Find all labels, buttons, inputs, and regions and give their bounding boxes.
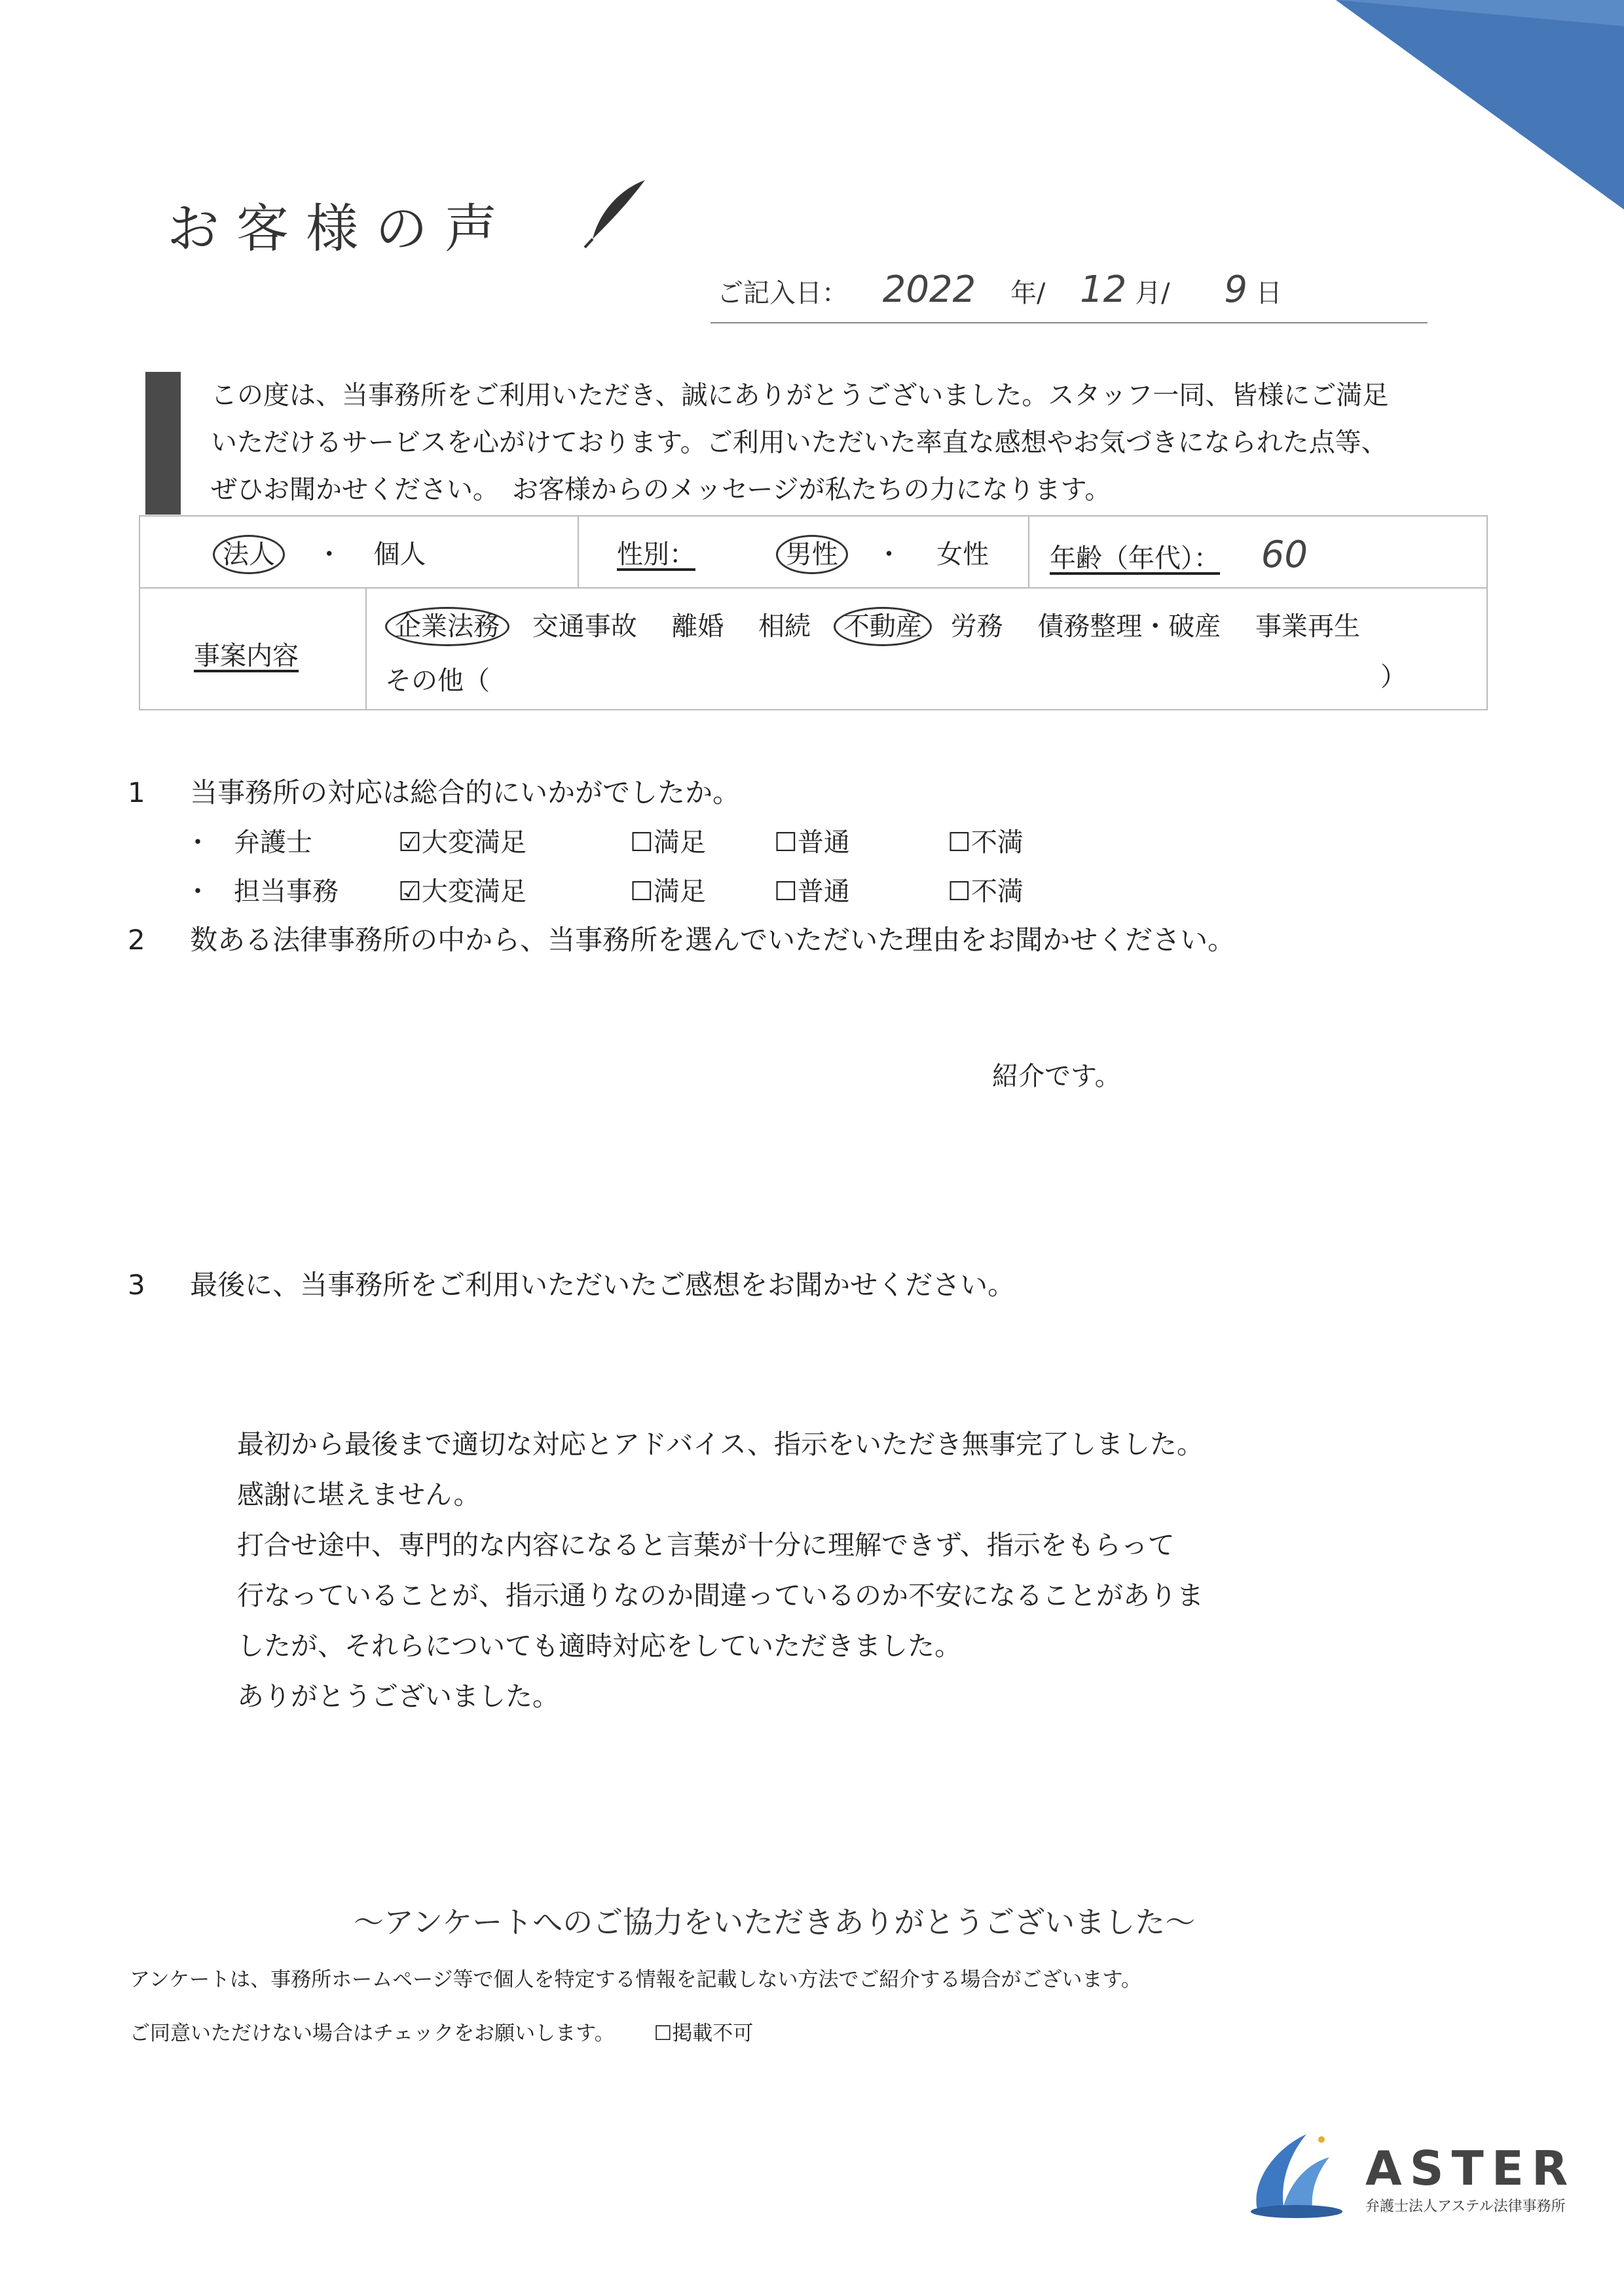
info-divider <box>578 515 579 587</box>
separator: ・ <box>316 539 342 570</box>
case-business-rehab[interactable]: 事業再生 <box>1255 611 1361 642</box>
age-value: 60 <box>1261 534 1308 576</box>
quill-icon <box>580 177 652 249</box>
intro-line: ぜひお聞かせください。 お客様からのメッセージが私たちの力になります。 <box>211 475 1111 505</box>
option-corporation[interactable]: 法人 <box>213 535 285 574</box>
case-options <box>385 606 1360 643</box>
gender-label: 性別： <box>617 539 695 570</box>
case-debt-bankruptcy[interactable]: 債務整理・破産 <box>1037 611 1221 642</box>
logo-subtitle: 弁護士法人アステル法律事務所 <box>1365 2198 1566 2215</box>
thanks-message: ～アンケートへのご協力をいただきありがとうございました～ <box>354 1904 1196 1940</box>
intro-line: いただけるサービスを心がけております。ご利用いただいた率直な感想やお気づきになられた点等、 <box>211 428 1388 458</box>
q3-answer <box>237 1419 1204 1722</box>
question-1 <box>128 771 740 811</box>
answer-line: 行なっていることが、指示通りなのか間違っているのか不安になることがありま <box>237 1580 1204 1611</box>
question-2 <box>128 919 1235 958</box>
publication-note: アンケートは、事務所ホームページ等で個人を特定する情報を記載しない方法でご紹介する場合がございます。 <box>130 1968 1142 1992</box>
option-male[interactable]: 男性 <box>776 535 848 574</box>
gender-field <box>617 534 989 571</box>
info-divider <box>139 587 1488 589</box>
no-publish-checkbox[interactable]: ☐掲載不可 <box>654 2022 754 2045</box>
question-text: 当事務所の対応は総合的にいかがでしたか。 <box>190 776 741 809</box>
q2-answer: 紹介です。 <box>992 1061 1121 1091</box>
date-month-unit: 月/ <box>1135 278 1170 308</box>
row-label: 担当事務 <box>234 877 339 907</box>
page-title: お客様の声 <box>167 198 514 259</box>
answer-line: 感謝に堪えません。 <box>237 1479 481 1510</box>
answer-line: 最初から最後まで適切な対応とアドバイス、指示をいただき無事完了しました。 <box>237 1429 1204 1460</box>
logo-name: ASTER <box>1365 2141 1576 2196</box>
option-dissatisfied[interactable]: ☐不満 <box>948 877 1024 907</box>
option-satisfied[interactable]: ☐満足 <box>630 877 706 907</box>
question-number: 2 <box>128 924 145 956</box>
case-label: 事案内容 <box>194 641 299 671</box>
date-year-unit: 年/ <box>1010 278 1046 308</box>
case-other-close: ） <box>1380 662 1407 692</box>
row-label: 弁護士 <box>234 828 312 858</box>
option-normal[interactable]: ☐普通 <box>774 877 850 907</box>
question-3 <box>128 1264 1015 1303</box>
option-satisfied[interactable]: ☐満足 <box>630 828 706 858</box>
option-normal[interactable]: ☐普通 <box>774 828 850 858</box>
option-very-satisfied[interactable]: ☑大変満足 <box>398 877 526 907</box>
intro-text <box>211 372 1521 513</box>
intro-accent-bar <box>145 372 181 515</box>
intro-line: この度は、当事務所をご利用いただき、誠にありがとうございました。スタッフ一同、皆様にご満足 <box>211 380 1389 410</box>
option-dissatisfied[interactable]: ☐不満 <box>948 828 1024 858</box>
case-traffic-accident[interactable]: 交通事故 <box>532 611 637 642</box>
date-label: ご記入日： <box>717 278 848 308</box>
entry-date <box>717 268 1282 311</box>
date-day: 9 <box>1224 268 1247 311</box>
age-field <box>1050 534 1308 576</box>
consent-note <box>130 2016 753 2046</box>
case-other-label: その他（ <box>385 666 490 696</box>
option-individual[interactable]: 個人 <box>373 539 426 570</box>
case-labor[interactable]: 労務 <box>950 611 1003 642</box>
date-month: 12 <box>1080 268 1127 311</box>
separator: ・ <box>876 539 902 570</box>
answer-line: 打合せ途中、専門的な内容になると言葉が十分に理解できず、指示をもらって <box>237 1529 1175 1561</box>
case-real-estate[interactable]: 不動産 <box>834 607 932 646</box>
case-inheritance[interactable]: 相続 <box>758 611 811 642</box>
info-divider <box>1028 515 1029 587</box>
bullet: ・ <box>185 877 211 907</box>
option-very-satisfied[interactable]: ☑大変満足 <box>398 828 526 858</box>
case-corporate-law[interactable]: 企業法務 <box>385 607 509 646</box>
question-text: 数ある法律事務所の中から、当事務所を選んでいただいた理由をお聞かせください。 <box>190 924 1236 956</box>
question-text: 最後に、当事務所をご利用いただいたご感想をお聞かせください。 <box>190 1269 1016 1301</box>
date-underline <box>710 322 1428 323</box>
date-year: 2022 <box>882 268 976 311</box>
aster-logo-icon <box>1244 2128 1342 2219</box>
option-female[interactable]: 女性 <box>936 539 989 570</box>
client-type <box>213 534 426 571</box>
q1-row-lawyer <box>185 822 1024 859</box>
date-day-unit: 日 <box>1255 278 1282 308</box>
info-divider <box>365 587 367 710</box>
answer-line: ありがとうございました。 <box>237 1681 559 1712</box>
q1-row-staff <box>185 871 1024 908</box>
consent-text: ご同意いただけない場合はチェックをお願いします。 <box>130 2022 615 2045</box>
question-number: 1 <box>128 776 145 809</box>
bullet: ・ <box>185 828 211 858</box>
case-divorce[interactable]: 離婚 <box>671 611 724 642</box>
answer-line: したが、それらについても適時対応をしていただきました。 <box>237 1630 962 1662</box>
age-label: 年齢（年代）： <box>1050 543 1220 574</box>
question-number: 3 <box>128 1269 145 1301</box>
corner-decoration <box>1336 0 1624 210</box>
